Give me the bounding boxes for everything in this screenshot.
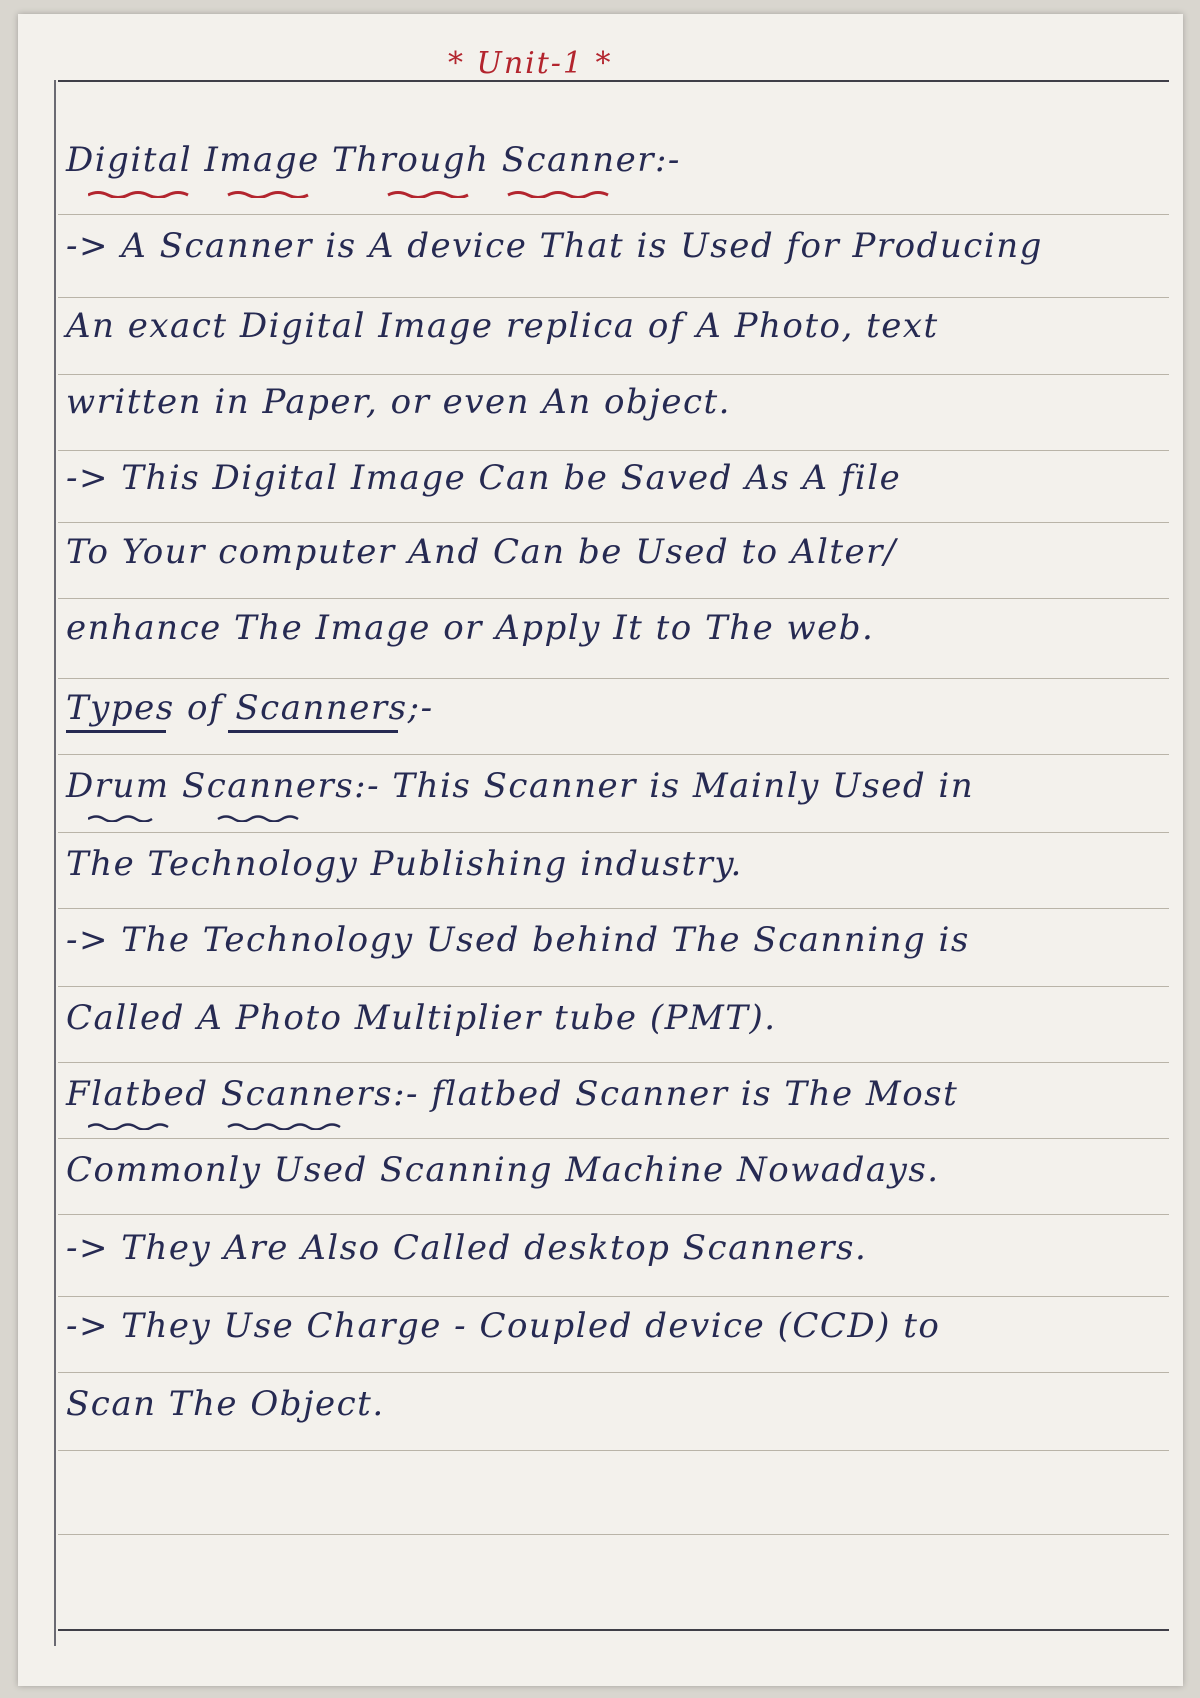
text-line: written in Paper, or even An object. bbox=[66, 382, 731, 422]
text-line: Scan The Object. bbox=[66, 1384, 385, 1424]
ruled-line bbox=[58, 678, 1169, 679]
text-line: An exact Digital Image replica of A Photo, text bbox=[66, 306, 939, 346]
text-line: -> They Are Also Called desktop Scanners. bbox=[66, 1228, 868, 1268]
text-line: Commonly Used Scanning Machine Nowadays. bbox=[66, 1150, 940, 1190]
text-line: enhance The Image or Apply It to The web. bbox=[66, 608, 875, 648]
term-wavy-underline bbox=[88, 1122, 448, 1130]
text-line: -> A Scanner is A device That is Used for Producing bbox=[66, 226, 1043, 266]
ruled-line bbox=[58, 1450, 1169, 1451]
left-margin-line bbox=[54, 80, 56, 1646]
ruled-line bbox=[58, 450, 1169, 451]
ruled-line bbox=[58, 598, 1169, 599]
text-line: -> The Technology Used behind The Scanning is bbox=[66, 920, 970, 960]
section-heading: Digital Image Through Scanner:- bbox=[66, 140, 681, 180]
ruled-line bbox=[58, 214, 1169, 215]
notebook-page bbox=[18, 14, 1183, 1686]
text-line: -> This Digital Image Can be Saved As A file bbox=[66, 458, 902, 498]
ruled-line bbox=[58, 1372, 1169, 1373]
ruled-line bbox=[58, 1534, 1169, 1535]
page-title: * Unit-1 * bbox=[448, 46, 613, 81]
text-line: To Your computer And Can be Used to Alter/ bbox=[66, 532, 897, 572]
text-line: Flatbed Scanners:- flatbed Scanner is The Most bbox=[66, 1074, 959, 1114]
ruled-line bbox=[58, 1214, 1169, 1215]
ruled-line bbox=[58, 1296, 1169, 1297]
bottom-margin-rule bbox=[58, 1629, 1169, 1631]
text-line: Drum Scanners:- This Scanner is Mainly Used in bbox=[66, 766, 975, 806]
text-line: Called A Photo Multiplier tube (PMT). bbox=[66, 998, 777, 1038]
heading-underline bbox=[228, 730, 398, 733]
ruled-line bbox=[58, 297, 1169, 298]
ruled-line bbox=[58, 986, 1169, 987]
text-line: -> They Use Charge - Coupled device (CCD) to bbox=[66, 1306, 941, 1346]
ruled-line bbox=[58, 522, 1169, 523]
heading-wavy-underline bbox=[88, 190, 708, 198]
term-wavy-underline bbox=[88, 814, 348, 822]
ruled-line bbox=[58, 374, 1169, 375]
ruled-line bbox=[58, 1062, 1169, 1063]
top-margin-rule bbox=[58, 80, 1169, 82]
text-line: The Technology Publishing industry. bbox=[66, 844, 743, 884]
ruled-line bbox=[58, 908, 1169, 909]
heading-underline bbox=[66, 730, 166, 733]
section-heading: Types of Scanners;- bbox=[66, 688, 434, 728]
ruled-line bbox=[58, 832, 1169, 833]
ruled-line bbox=[58, 754, 1169, 755]
ruled-line bbox=[58, 1138, 1169, 1139]
